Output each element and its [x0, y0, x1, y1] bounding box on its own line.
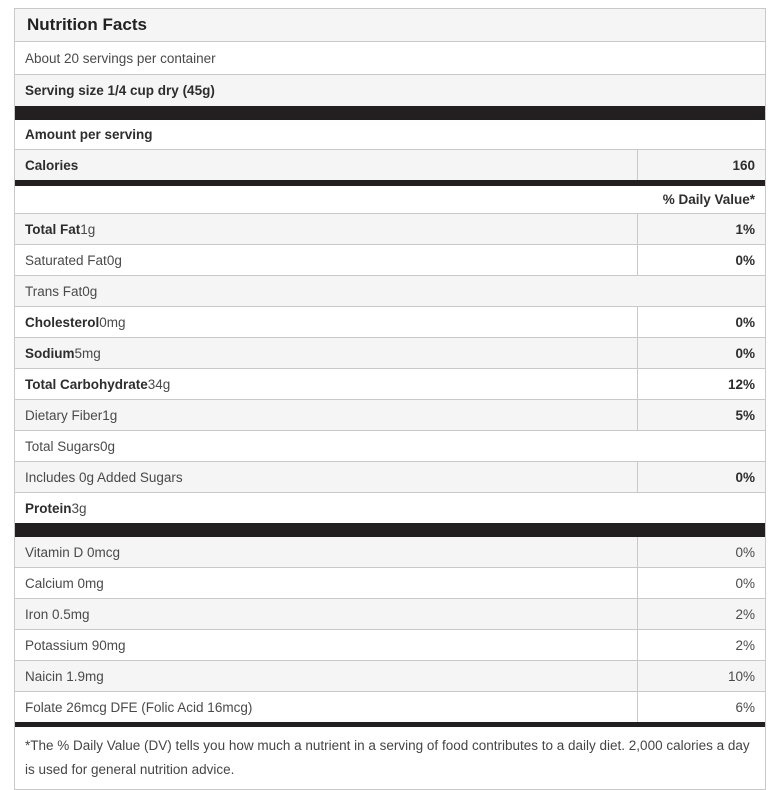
- daily-value-header: % Daily Value*: [662, 192, 755, 207]
- nutrient-name: Cholesterol: [25, 314, 100, 330]
- nutrient-dv: 0%: [637, 338, 765, 368]
- title-row: [15, 9, 765, 42]
- nutrient-row-sodium: [15, 338, 765, 369]
- calories-row: [15, 150, 765, 180]
- nutrient-name: Includes 0g Added Sugars: [25, 469, 183, 485]
- servings-per-container-row: [15, 42, 765, 75]
- nutrient-dv: 0%: [637, 245, 765, 275]
- calories-label: Calories: [25, 157, 79, 173]
- nutrient-row-dietary-fiber: [15, 400, 765, 431]
- serving-size-row: [15, 75, 765, 106]
- nutrient-row-saturated-fat: [15, 245, 765, 276]
- micronutrient-dv: 2%: [637, 599, 765, 629]
- micronutrient-row-folate: [15, 692, 765, 722]
- nutrient-name: Sodium: [25, 345, 75, 361]
- nutrient-amount: 0g: [82, 283, 98, 299]
- nutrient-row-cholesterol: [15, 307, 765, 338]
- micronutrient-dv: 2%: [637, 630, 765, 660]
- nutrient-amount: 3g: [71, 500, 87, 516]
- nutrient-row-added-sugars: [15, 462, 765, 493]
- nutrient-amount: 0mg: [99, 314, 126, 330]
- micronutrient-name: Potassium 90mg: [25, 637, 126, 653]
- amount-per-serving-label: Amount per serving: [25, 127, 153, 142]
- nutrient-amount: 5mg: [74, 345, 101, 361]
- nutrient-row-total-carbohydrate: [15, 369, 765, 400]
- micronutrient-dv: 0%: [637, 568, 765, 598]
- micronutrient-row-naicin: [15, 661, 765, 692]
- micronutrient-row-iron: [15, 599, 765, 630]
- nutrient-name: Protein: [25, 500, 72, 516]
- nutrient-amount: 1g: [102, 407, 118, 423]
- nutrient-name: Dietary Fiber: [25, 407, 103, 423]
- micronutrient-row-potassium: [15, 630, 765, 661]
- nutrient-name: Total Carbohydrate: [25, 376, 148, 392]
- daily-value-header-row: [15, 186, 765, 214]
- micronutrient-name: Naicin 1.9mg: [25, 668, 104, 684]
- nutrient-name: Total Sugars: [25, 438, 101, 454]
- nutrient-dv: 0%: [637, 307, 765, 337]
- nutrition-facts-table: [14, 8, 766, 790]
- nutrient-amount: 0g: [106, 252, 122, 268]
- nutrient-dv: 12%: [637, 369, 765, 399]
- nutrient-name: Saturated Fat: [25, 252, 107, 268]
- amount-per-serving-row: [15, 120, 765, 150]
- nutrient-row-protein: [15, 493, 765, 523]
- calories-value: 160: [637, 150, 765, 180]
- thick-divider-middle: [15, 523, 765, 537]
- nutrient-name: Trans Fat: [25, 283, 83, 299]
- serving-size-text: Serving size 1/4 cup dry (45g): [25, 83, 215, 98]
- micronutrient-name: Calcium 0mg: [25, 575, 104, 591]
- micronutrient-name: Vitamin D 0mcg: [25, 544, 121, 560]
- nutrient-amount: 1g: [80, 221, 96, 237]
- micronutrient-row-calcium: [15, 568, 765, 599]
- footnote-text: *The % Daily Value (DV) tells you how much a nutrient in a serving of food contributes to a daily diet. 2,000 calories a day is used for general nutrition advice.: [25, 738, 754, 777]
- servings-per-container-text: About 20 servings per container: [25, 50, 216, 66]
- thick-divider-top: [15, 106, 765, 120]
- micronutrient-name: Iron 0.5mg: [25, 606, 90, 622]
- micronutrient-name: Folate 26mcg DFE (Folic Acid 16mcg): [25, 699, 253, 715]
- nutrient-dv: 1%: [637, 214, 765, 244]
- nutrient-amount: 34g: [147, 376, 171, 392]
- nutrient-row-total-sugars: [15, 431, 765, 462]
- nutrient-row-trans-fat: [15, 276, 765, 307]
- micronutrient-dv: 0%: [637, 537, 765, 567]
- nutrient-name: Total Fat: [25, 221, 81, 237]
- micronutrient-dv: 10%: [637, 661, 765, 691]
- nutrient-amount: 0g: [100, 438, 116, 454]
- micronutrient-row-vitamin-d: [15, 537, 765, 568]
- micronutrient-dv: 6%: [637, 692, 765, 722]
- nutrient-dv: 0%: [637, 462, 765, 492]
- footnote-row: [15, 727, 765, 789]
- nutrient-dv: 5%: [637, 400, 765, 430]
- page-title: Nutrition Facts: [27, 15, 147, 34]
- nutrient-row-total-fat: [15, 214, 765, 245]
